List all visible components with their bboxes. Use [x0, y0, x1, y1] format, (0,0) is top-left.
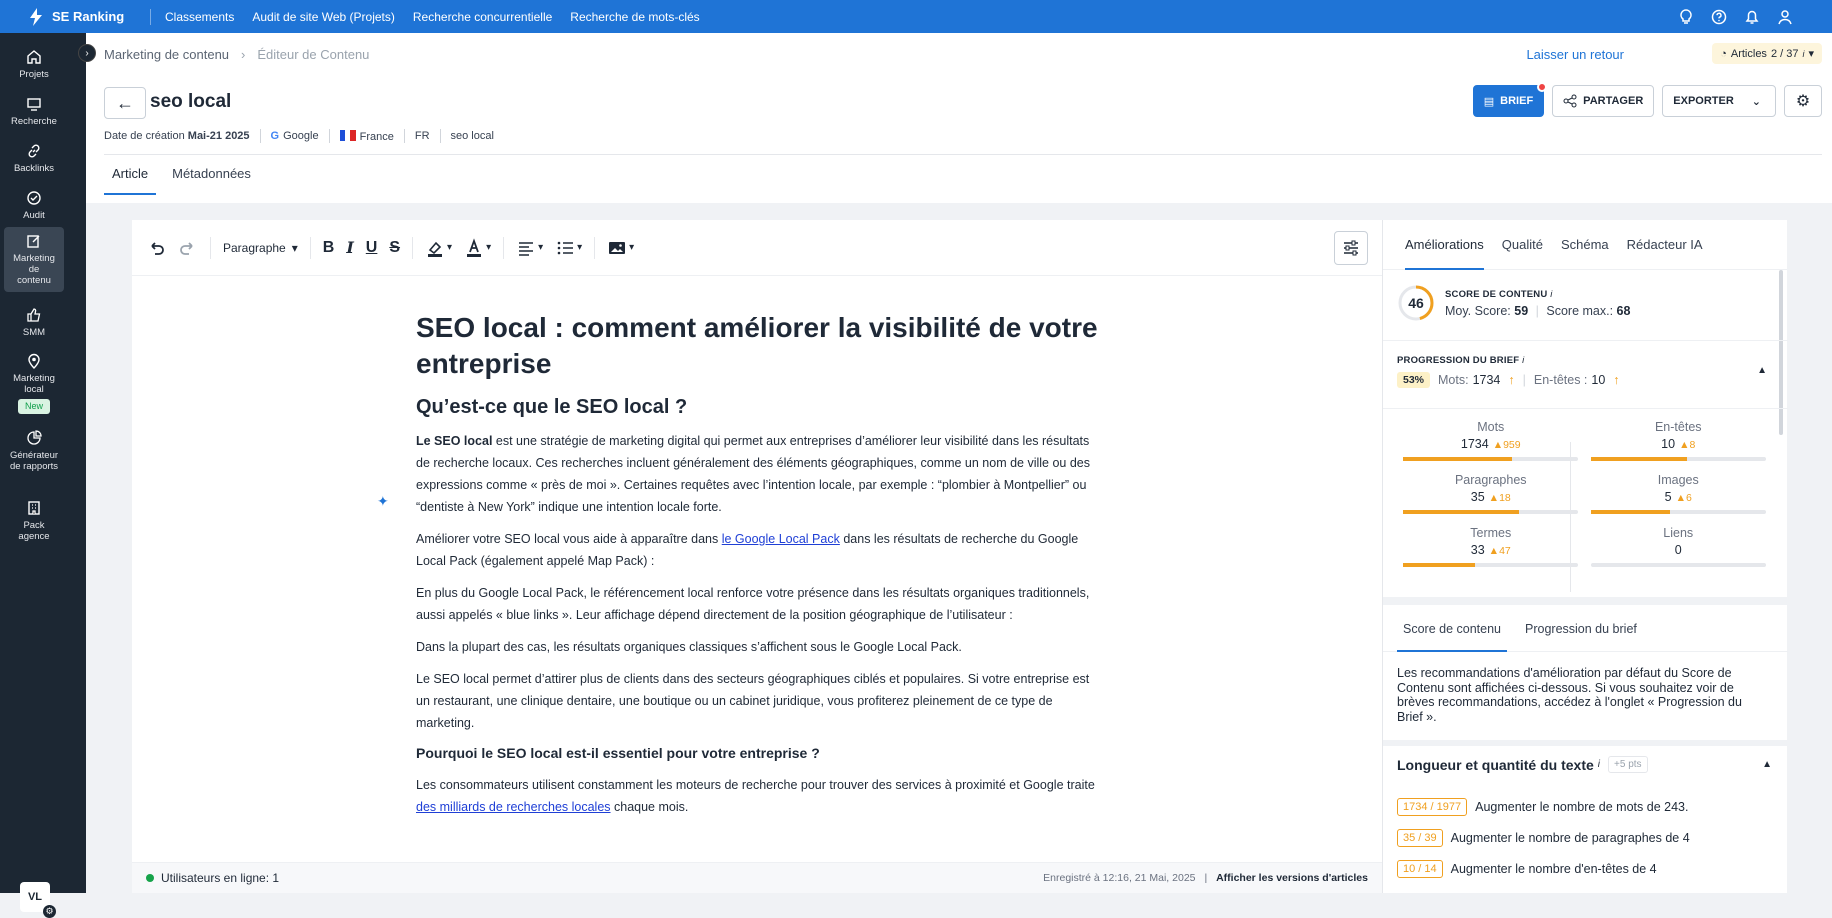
stat-termes [1397, 526, 1585, 567]
top-nav [165, 10, 700, 24]
article-paragraph: En plus du Google Local Pack, le référencement local renforce votre présence dans les résultats organiques traditionnels, aussi appelés « blue links ». Leur affichage dépend directement de la position géographique de l’utilisateur : [416, 586, 1090, 622]
caret-down-icon: ▾ [486, 242, 492, 253]
divider [1383, 597, 1788, 605]
stat-current: 1734 [1460, 437, 1489, 451]
score-title-text: SCORE DE CONTENU [1445, 288, 1548, 300]
article-paragraph [416, 774, 1102, 818]
sidebar-item-label: Audit [23, 210, 45, 221]
export-button[interactable] [1662, 85, 1776, 117]
max-score: 68 [1616, 303, 1631, 318]
score-stats [1445, 304, 1630, 318]
stat-bar [1591, 563, 1766, 567]
sidebar-item-backlinks[interactable] [4, 137, 64, 180]
articles-quota[interactable] [1712, 43, 1822, 64]
sidebar-item-label: Recherche [11, 116, 57, 127]
stat-increase-value: 6 [1686, 492, 1692, 504]
divider [503, 237, 504, 259]
stats-grid [1397, 420, 1772, 567]
stat-value [1585, 543, 1773, 557]
created-label: Date de création [104, 130, 185, 142]
stat-value [1397, 490, 1585, 504]
divider [1570, 442, 1571, 592]
caret-down-icon: ▾ [538, 242, 544, 253]
arrow-up-icon: ↑ [1508, 373, 1515, 387]
rec-progress: 1734 / 1977 [1397, 798, 1467, 816]
tab-article[interactable]: Article [104, 166, 156, 195]
lightbulb-icon[interactable] [1677, 8, 1695, 26]
section-title: Longueur et quantité du texte [1397, 756, 1594, 773]
articles-label: Articles [1730, 47, 1767, 60]
info-icon: i [1522, 355, 1525, 366]
sidebar-item-label: Générateur de rapports [9, 450, 59, 472]
stat-increase-value: 47 [1499, 545, 1511, 557]
topnav-classements[interactable]: Classements [165, 9, 235, 24]
avatar-initials: VL [27, 891, 43, 903]
score-title [1445, 289, 1630, 300]
header-actions [1473, 85, 1822, 117]
bold-icon[interactable]: B [322, 238, 335, 256]
content-score [1397, 284, 1630, 322]
info-icon: i [1597, 759, 1601, 770]
tab-ameliorations[interactable]: Améliorations [1405, 237, 1484, 270]
brief-button[interactable] [1473, 85, 1544, 117]
article-title: SEO local : comment améliorer la visibilité de votre entreprise [416, 312, 1098, 379]
online-users: Utilisateurs en ligne: 1 [161, 871, 280, 885]
brand-name: SE Ranking [52, 9, 125, 24]
divider [260, 129, 261, 143]
tab-qualite[interactable]: Qualité [1501, 237, 1543, 252]
stat-mots [1397, 420, 1585, 461]
stat-current: 5 [1664, 490, 1672, 504]
divider: | [1522, 373, 1526, 387]
brief-row [1397, 372, 1777, 388]
divider [1383, 740, 1788, 746]
document-meta [104, 129, 494, 143]
text: Améliorer votre SEO local vous aide à apparaître dans [416, 532, 722, 546]
back-button[interactable] [104, 87, 146, 119]
editor [132, 220, 1382, 893]
stat-value [1585, 437, 1773, 451]
article-paragraph: Le SEO local permet d’attirer plus de clients dans des secteurs géographiques ciblés et populaires. Si votre entreprise est un restaurant, une clinique dentaire, une boutique ou un cabinet juridique, vous profiterez pleinement de ce type de marketing. [416, 672, 1090, 730]
help-icon[interactable] [1710, 8, 1728, 26]
sidebar-item-rapports[interactable] [4, 424, 64, 478]
rec-text: Augmenter le nombre d'en-têtes de 4 [1450, 862, 1657, 876]
article-subheading: Pourquoi le SEO local est-il essentiel pour votre entreprise ? [416, 745, 820, 761]
recommendations-list [1397, 798, 1777, 891]
breadcrumb-current: Éditeur de Contenu [257, 47, 370, 62]
stat-label: Termes [1470, 526, 1512, 540]
sidebar-item-recherche[interactable] [4, 90, 64, 133]
brief-progress [1397, 355, 1777, 388]
article-content[interactable] [416, 310, 1102, 828]
chevron-right-icon: › [85, 47, 89, 59]
caret-down-icon: ▾ [577, 242, 583, 253]
recommendations-info: Les recommandations d'amélioration par défaut du Score de Contenu sont affichées ci-dessous. Si vous souhaitez voir de brèves recommandations, accédez à l'onglet « Progression du Brief ». [1397, 666, 1742, 724]
underline-icon[interactable]: U [365, 238, 378, 256]
words-value: 1734 [1472, 373, 1501, 387]
france-flag-icon [340, 130, 356, 141]
stat-bar [1591, 510, 1766, 514]
avg-label: Moy. Score: [1445, 303, 1511, 318]
link-icon [26, 143, 42, 159]
stat-increase: ▲8 [1679, 439, 1696, 451]
collapse-icon[interactable]: ▲ [1757, 365, 1767, 376]
document-icon: ▤ [1483, 95, 1495, 108]
tab-redacteur-ia[interactable]: Rédacteur IA [1626, 237, 1703, 252]
sidebar-item-audit[interactable] [4, 184, 64, 227]
stat-label: En-têtes [1654, 420, 1702, 434]
sidebar-item-marketing-local[interactable] [4, 347, 64, 420]
rec-progress: 35 / 39 [1397, 829, 1443, 847]
divider: | [1535, 303, 1539, 318]
report-icon [26, 430, 42, 446]
bulleted-list-icon[interactable] [555, 238, 582, 258]
se-ranking-logo-icon [26, 7, 46, 27]
stat-bar [1403, 563, 1578, 567]
paragraph-style-select[interactable] [223, 241, 298, 255]
avatar[interactable] [20, 882, 54, 916]
stat-increase-value: 18 [1499, 492, 1511, 504]
avg-score: 59 [1514, 303, 1529, 318]
stat-value [1585, 490, 1773, 504]
top-bar [0, 0, 1832, 33]
top-icons [1677, 0, 1794, 33]
stat-label: Liens [1663, 526, 1694, 540]
arrow-left-icon: ← [116, 92, 134, 113]
brief-title-text: PROGRESSION DU BRIEF [1397, 355, 1520, 366]
topnav-audit[interactable]: Audit de site Web (Projets) [252, 9, 395, 24]
info-icon: i [1550, 288, 1553, 300]
brief-label: BRIEF [1500, 95, 1534, 107]
tab-schema[interactable]: Schéma [1560, 237, 1609, 252]
stat-bar [1403, 457, 1578, 461]
building-icon [26, 500, 42, 516]
home-icon [26, 49, 42, 65]
sidebar-item-pack-agence[interactable] [4, 494, 64, 548]
monitor-icon [26, 96, 42, 112]
list-item [1397, 829, 1777, 847]
gear-icon: ⚙ [1795, 93, 1811, 110]
text: Les consommateurs utilisent constamment les moteurs de recherche pour trouver des services à proximité et Google traite [416, 778, 1095, 792]
stat-bar [1403, 510, 1578, 514]
editor-toolbar [132, 220, 1382, 276]
panel-tabs [1383, 220, 1787, 270]
text-length-section[interactable] [1397, 756, 1772, 773]
chevron-right-icon: › [241, 47, 246, 62]
bell-icon[interactable] [1743, 8, 1761, 26]
sidebar-expand-button[interactable] [78, 44, 96, 62]
divider [1383, 340, 1788, 341]
online-status-dot [146, 874, 154, 882]
article-paragraph [416, 528, 1102, 572]
tab-score-contenu[interactable]: Score de contenu [1397, 622, 1507, 652]
stat-increase: ▲6 [1675, 492, 1692, 504]
google-icon: G [270, 130, 280, 142]
divider [104, 154, 1822, 155]
local-searches-link[interactable]: des milliards de recherches locales [416, 800, 611, 814]
sidebar-item-label: Backlinks [13, 163, 55, 174]
topnav-concurrence[interactable]: Recherche concurrentielle [412, 9, 553, 24]
stat-value [1397, 543, 1585, 557]
sidebar [0, 33, 89, 916]
versions-link[interactable]: Afficher les versions d'articles [1216, 872, 1368, 884]
undo-icon[interactable] [146, 238, 166, 258]
stat-increase-value: 8 [1689, 439, 1696, 451]
stat-liens [1585, 526, 1773, 567]
keyword: seo local [450, 130, 494, 142]
new-badge: New [18, 399, 50, 414]
stat-value [1397, 437, 1585, 451]
edit-icon [26, 233, 42, 249]
tab-metadonnees[interactable]: Métadonnées [172, 166, 251, 181]
list-item [1397, 798, 1777, 816]
page-header [86, 33, 1832, 203]
editor-tabs [104, 166, 259, 195]
stat-bar [1591, 457, 1766, 461]
arrow-up-icon: ↑ [1613, 373, 1620, 387]
divider [310, 237, 311, 259]
text: dans les résultats de recherche du Google Local Pack (également appelé Map Pack) : [416, 532, 1079, 568]
notification-dot [1537, 82, 1547, 92]
sidebar-item-projets[interactable] [4, 43, 64, 86]
local-pack-link[interactable]: le Google Local Pack [721, 532, 840, 546]
share-label: PARTAGER [1583, 95, 1644, 107]
sidebar-item-label: Projets [19, 69, 49, 80]
score-ring [1397, 284, 1435, 322]
stat-current: 10 [1661, 437, 1676, 451]
divider [594, 237, 595, 259]
highlight-color-icon[interactable] [425, 238, 452, 258]
sidebar-item-label: Pack agence [18, 520, 50, 542]
text-color-icon[interactable] [464, 238, 491, 258]
section-points: +5 pts [1608, 756, 1648, 773]
search-engine [271, 130, 319, 142]
editor-footer [132, 862, 1382, 893]
ai-sparkle-icon[interactable]: ✦ [377, 493, 389, 509]
country-label: France [359, 130, 394, 143]
text: chaque mois. [610, 800, 689, 814]
save-status [1043, 872, 1368, 884]
strikethrough-icon[interactable]: S [389, 238, 401, 256]
article-paragraph: Dans la plupart des cas, les résultats organiques classiques s’affichent sous le Google Local Pack. [416, 640, 962, 654]
info-icon: i [1802, 48, 1805, 59]
list-item [1397, 860, 1777, 878]
max-label: Score max.: [1546, 303, 1614, 318]
divider [329, 129, 330, 143]
sidebar-item-label: Marketing de contenu [13, 253, 55, 286]
brief-title [1397, 355, 1777, 366]
share-button[interactable] [1552, 85, 1654, 117]
created-value: Mai-21 2025 [187, 130, 250, 142]
headers-value: 10 [1591, 373, 1606, 387]
stat-images [1585, 473, 1773, 514]
score-value: 46 [1408, 295, 1424, 311]
score-subtabs [1383, 610, 1788, 652]
stat-en-tetes [1585, 420, 1773, 461]
sidebar-item-label: SMM [22, 327, 46, 338]
stat-increase: ▲959 [1492, 439, 1521, 451]
tab-progression-brief[interactable]: Progression du brief [1525, 622, 1637, 636]
paragraph-style-label: Paragraphe [223, 240, 286, 255]
divider [404, 129, 405, 143]
collapse-icon[interactable]: ▲ [1762, 759, 1772, 770]
stat-increase-value: 959 [1503, 439, 1521, 451]
stat-current: 35 [1470, 490, 1485, 504]
breadcrumb [104, 47, 369, 62]
divider: | [1204, 872, 1208, 884]
stat-label: Mots [1477, 420, 1505, 434]
sidebar-item-smm[interactable] [4, 301, 64, 344]
headers-label: En-têtes : [1533, 373, 1588, 387]
sidebar-item-marketing-contenu[interactable] [4, 227, 64, 292]
rec-progress: 10 / 14 [1397, 860, 1443, 878]
editor-settings-button[interactable] [1334, 231, 1368, 265]
divider [210, 237, 211, 259]
engine-label: Google [283, 130, 319, 142]
italic-icon[interactable]: I [346, 238, 354, 257]
stat-label: Paragraphes [1454, 473, 1527, 487]
divider [150, 9, 151, 25]
brand[interactable] [0, 7, 150, 27]
country [340, 130, 394, 143]
stat-paragraphes [1397, 473, 1585, 514]
caret-down-icon: ▾ [629, 242, 635, 253]
user-icon[interactable] [1776, 8, 1794, 26]
stat-current: 0 [1674, 543, 1682, 557]
pin-icon [26, 353, 42, 369]
redo-icon[interactable] [178, 238, 198, 258]
caret-down-icon: ▾ [291, 240, 298, 255]
panel-scrollbar[interactable] [1779, 270, 1783, 435]
page-title: seo local [150, 91, 232, 112]
export-label: EXPORTER [1673, 95, 1734, 107]
divider [412, 237, 413, 259]
words-label: Mots: [1438, 373, 1469, 387]
divider [440, 129, 441, 143]
share-icon [1563, 94, 1577, 108]
language: FR [414, 130, 430, 142]
brief-percent: 53% [1397, 372, 1430, 388]
image-icon[interactable] [607, 238, 634, 258]
breadcrumb-root[interactable]: Marketing de contenu [104, 47, 230, 62]
stat-current: 33 [1470, 543, 1485, 557]
optimization-panel [1382, 220, 1787, 893]
stat-increase: ▲47 [1488, 545, 1511, 557]
article-paragraph [416, 430, 1102, 518]
divider [1383, 408, 1788, 409]
articles-count: 2 / 37 [1770, 47, 1799, 60]
created-date [104, 130, 250, 142]
chevron-down-icon: ▾ [1808, 48, 1814, 60]
sliders-icon [1342, 239, 1360, 257]
gauge-icon: ◔ [1720, 47, 1727, 60]
stat-label: Images [1657, 473, 1699, 487]
sidebar-item-label: Marketing local [13, 373, 55, 395]
rec-text: Augmenter le nombre de paragraphes de 4 [1450, 831, 1690, 845]
stat-increase: ▲18 [1488, 492, 1511, 504]
bold-text: Le SEO local [416, 434, 493, 448]
article-heading: Qu’est-ce que le SEO local ? [416, 396, 688, 418]
topnav-mots-cles[interactable]: Recherche de mots-clés [570, 9, 700, 24]
thumb-up-icon [26, 307, 42, 323]
caret-down-icon: ▾ [447, 242, 453, 253]
feedback-link[interactable]: Laisser un retour [1526, 47, 1624, 62]
gear-icon: ⚙ [43, 905, 56, 918]
check-circle-icon [26, 190, 42, 206]
text: est une stratégie de marketing digital qui permet aux entreprises d’améliorer leur visibilité dans les résultats de recherche locaux. Ces recherches incluent généralement des éléments géographiques, comme un nom de ville ou des expressions comme « près de moi ». Certaines requêtes avec l’intention locale, par exemple : “plombier à Montpellier” ou “dentiste à New York” indique une intention locale forte. [416, 434, 1090, 514]
settings-button[interactable] [1784, 85, 1822, 117]
align-left-icon[interactable] [516, 238, 543, 258]
chevron-down-icon: ⌄ [1751, 95, 1761, 108]
rec-text: Augmenter le nombre de mots de 243. [1475, 800, 1689, 814]
saved-time: Enregistré à 12:16, 21 Mai, 2025 [1043, 872, 1196, 884]
